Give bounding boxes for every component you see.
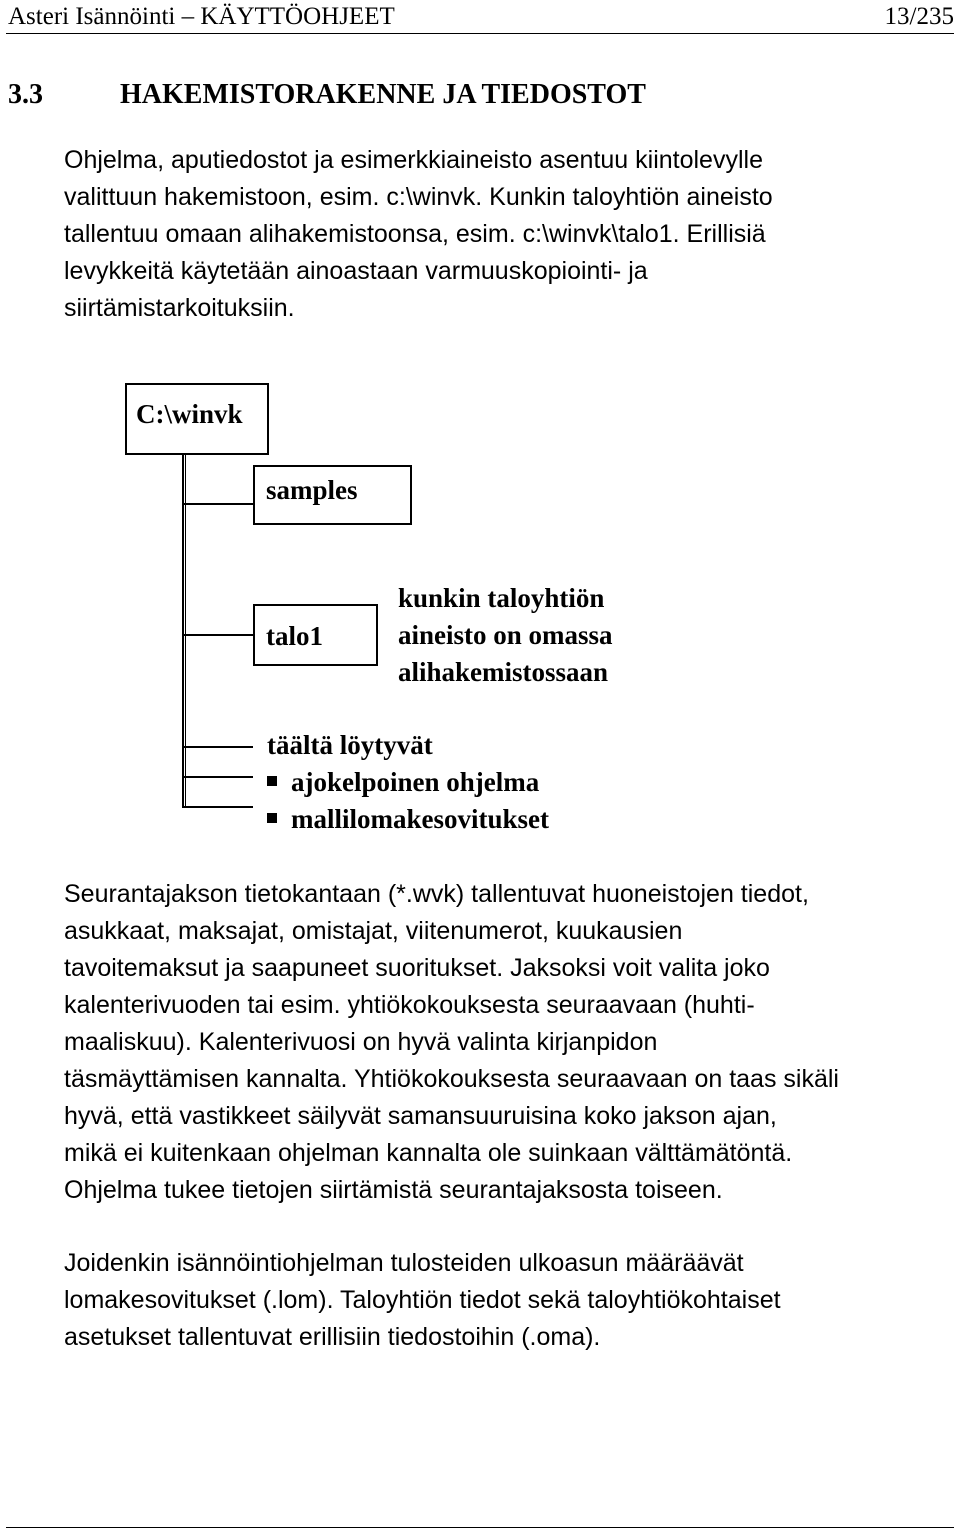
body-line: kalenterivuoden tai esim. yhtiökokouksesta seuraavaan (huhti- xyxy=(64,991,755,1019)
body-paragraph-1 xyxy=(64,876,839,1209)
bullet-icon xyxy=(267,776,277,786)
samples-directory-label: samples xyxy=(266,475,358,505)
body-line: lomakesovitukset (.lom). Taloyhtiön tiedot sekä taloyhtiökohtaiset xyxy=(64,1286,781,1314)
root-files-item-label: mallilomakesovitukset xyxy=(291,804,550,834)
tree-trunk-shadow xyxy=(185,455,186,807)
bullet-icon xyxy=(267,813,277,823)
root-files-list xyxy=(267,727,549,838)
body-line: mikä ei kuitenkaan ohjelman kannalta ole suinkaan välttämätöntä. xyxy=(64,1139,793,1167)
talo-description xyxy=(398,580,613,691)
body-line: asetukset tallentuvat erillisiin tiedostoihin (.oma). xyxy=(64,1323,601,1351)
intro-line: siirtämistarkoituksiin. xyxy=(64,294,295,322)
section-title: HAKEMISTORAKENNE JA TIEDOSTOT xyxy=(120,79,646,110)
branch-talo xyxy=(182,634,253,636)
root-files-heading: täältä löytyvät xyxy=(267,730,433,760)
header-rule xyxy=(6,33,954,34)
branch-files-1 xyxy=(182,746,253,748)
body-line: asukkaat, maksajat, omistajat, viitenumerot, kuukausien xyxy=(64,917,683,945)
talo-description-line: kunkin taloyhtiön xyxy=(398,583,605,613)
talo-directory-label: talo1 xyxy=(266,621,323,651)
body-line: maaliskuu). Kalenterivuosi on hyvä valinta kirjanpidon xyxy=(64,1028,658,1056)
tree-trunk xyxy=(182,455,184,807)
body-paragraph-2 xyxy=(64,1245,781,1356)
body-line: hyvä, että vastikkeet säilyvät samansuuruisina koko jakson ajan, xyxy=(64,1102,777,1130)
header-title: Asteri Isännöinti – KÄYTTÖOHJEET xyxy=(8,3,395,30)
section-number: 3.3 xyxy=(8,79,43,110)
intro-line: Ohjelma, aputiedostot ja esimerkkiaineisto asentuu kiintolevylle xyxy=(64,146,763,174)
body-line: Ohjelma tukee tietojen siirtämistä seurantajaksosta toiseen. xyxy=(64,1176,723,1204)
talo-description-line: aineisto on omassa xyxy=(398,620,613,650)
page-number: 13/235 xyxy=(884,3,954,30)
body-line: täsmäyttämisen kannalta. Yhtiökokouksesta seuraavaan on taas sikäli xyxy=(64,1065,839,1093)
footer-rule xyxy=(6,1527,954,1528)
branch-samples xyxy=(182,503,253,505)
body-line: Joidenkin isännöintiohjelman tulosteiden ulkoasun määräävät xyxy=(64,1249,744,1277)
intro-line: levykkeitä käytetään ainoastaan varmuuskopiointi- ja xyxy=(64,257,648,285)
body-line: tavoitemaksut ja saapuneet suoritukset. Jaksoksi voit valita joko xyxy=(64,954,770,982)
root-directory-label: C:\winvk xyxy=(136,399,243,429)
root-files-item-label: ajokelpoinen ohjelma xyxy=(291,767,540,797)
root-files-item xyxy=(267,764,549,801)
talo-description-line: alihakemistossaan xyxy=(398,657,609,687)
branch-files-3 xyxy=(182,806,253,808)
intro-line: valittuun hakemistoon, esim. c:\winvk. Kunkin taloyhtiön aineisto xyxy=(64,183,773,211)
branch-files-2 xyxy=(182,776,253,778)
intro-paragraph xyxy=(64,142,773,327)
intro-line: tallentuu omaan alihakemistoonsa, esim. c:\winvk\talo1. Erillisiä xyxy=(64,220,766,248)
body-line: Seurantajakson tietokantaan (*.wvk) tallentuvat huoneistojen tiedot, xyxy=(64,880,809,908)
root-files-item xyxy=(267,801,549,838)
